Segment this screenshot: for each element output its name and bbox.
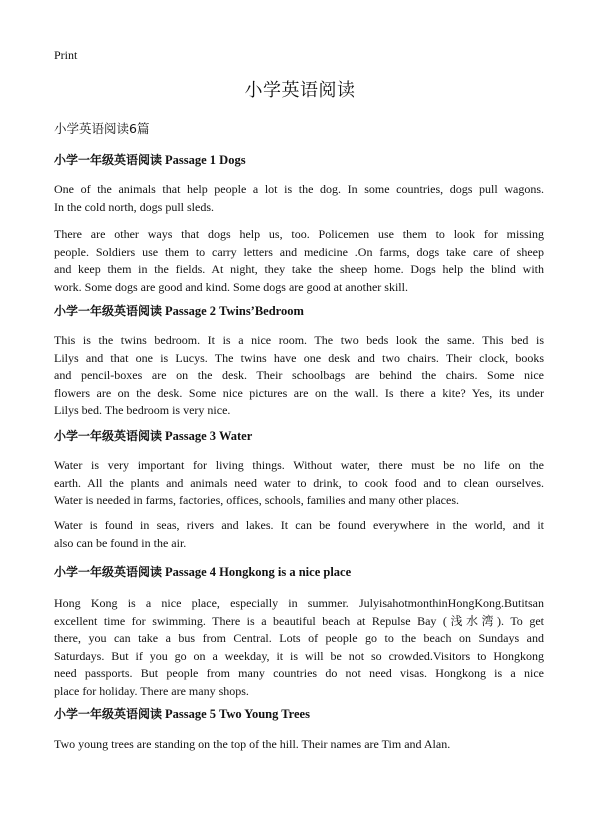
heading-passage-title: Passage 2 Twins’Bedroom: [165, 304, 304, 318]
text-line: earth. All the plants and animals need water to drink, to cook food and to clean ourselves.: [54, 475, 544, 490]
heading-passage-title: Passage 4 Hongkong is a nice place: [165, 565, 352, 579]
text-line: One of the animals that help people a lot is the dog. In some countries, dogs pull wagons.: [54, 182, 544, 196]
paragraph: [54, 181, 544, 216]
heading-grade-label: 小学一年级英语阅读: [54, 565, 163, 579]
paragraph: [54, 226, 544, 296]
text-line: There are other ways that dogs help us, too. Policemen use them to look for missing: [54, 227, 544, 241]
text-line: and keep them in the fields. At night, they take the sheep home. Dogs help the blind with: [54, 262, 544, 276]
section-heading-passage-5: [54, 706, 554, 722]
text-line: also can be found in the air.: [54, 535, 187, 550]
text-line: there, you can take a bus from Central. Lots of people go to the beach on Sundays and: [54, 631, 544, 645]
paragraph: [54, 457, 544, 510]
text-line: This is the twins bedroom. It is a nice room. The two beds look the same. This bed is: [54, 333, 544, 347]
text-line: flowers are on the desk. Some nice pictures are on the wall. Is there a kite? Yes, its under: [54, 385, 544, 400]
heading-passage-title: Passage 5 Two Young Trees: [165, 707, 310, 721]
text-line: Lilys and that one is Lucys. The twins have one desk and two chairs. Their clock, books: [54, 350, 544, 365]
text-line: Hong Kong is a nice place, especially in summer. JulyisahotmonthinHongKong.Butitsan: [54, 596, 544, 610]
text-line: excellent time for swimming. There is a beautiful beach at Repulse Bay (浅水湾). To get: [54, 613, 544, 628]
heading-grade-label: 小学一年级英语阅读: [54, 429, 163, 443]
print-label: Print: [54, 48, 78, 62]
text-line: need passports. But people from many countries do not need visas. Hongkong is a nice: [54, 666, 544, 680]
text-line: Saturdays. But if you go on a weekday, it is will be not so crowded.Visitors to Hongkong: [54, 648, 544, 663]
paragraph: [54, 517, 544, 552]
heading-grade-label: 小学一年级英语阅读: [54, 304, 163, 318]
text-line: Water is found in seas, rivers and lakes. It can be found everywhere in the world, and it: [54, 518, 544, 532]
text-line: In the cold north, dogs pull sleds.: [54, 199, 214, 214]
page-title: 小学英语阅读: [244, 80, 356, 101]
section-heading-passage-1: [54, 152, 554, 168]
paragraph: [54, 595, 544, 700]
paragraph: [54, 736, 544, 754]
heading-grade-label: 小学一年级英语阅读: [54, 707, 163, 721]
heading-passage-title: Passage 3 Water: [165, 429, 253, 443]
heading-passage-title: Passage 1 Dogs: [165, 153, 246, 167]
text-line: people. Soldiers use them to carry letters and medicine .On farms, dogs take care of sheep: [54, 244, 544, 259]
text-line: Two young trees are standing on the top of the hill. Their names are Tim and Alan.: [54, 737, 451, 751]
section-heading-passage-4: [54, 564, 554, 580]
paragraph: [54, 332, 544, 420]
heading-grade-label: 小学一年级英语阅读: [54, 153, 163, 167]
section-heading-passage-2: [54, 303, 554, 319]
section-heading-passage-3: [54, 428, 554, 444]
text-line: place for holiday. There are many shops.: [54, 683, 249, 698]
document-subtitle: 小学英语阅读6篇: [54, 121, 150, 136]
text-line: Water is very important for living things. Without water, there must be no life on the: [54, 458, 544, 472]
text-line: Water is needed in farms, factories, offices, schools, families and many other places.: [54, 493, 460, 507]
text-line: and pencil-boxes are on the desk. Their schoolbags are behind the chairs. Some nice: [54, 368, 544, 382]
text-line: Lilys bed. The bedroom is very nice.: [54, 403, 231, 417]
text-line: work. Some dogs are good and kind. Some dogs are good at another skill.: [54, 279, 408, 294]
